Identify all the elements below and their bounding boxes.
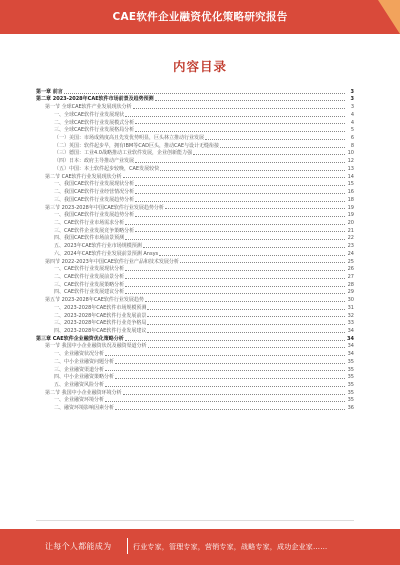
toc-entry-label: 二、CAE软件行业发展前景分析	[54, 273, 125, 280]
toc-dot-leader	[135, 216, 345, 217]
toc-entry-page: 20	[347, 219, 354, 226]
toc-dot-leader	[147, 332, 345, 333]
toc-dot-leader	[147, 324, 345, 325]
toc-entry[interactable]	[36, 102, 354, 110]
toc-entry-label: 第二章 2023-2028年CAE软件市场前景及趋势预测	[36, 96, 154, 103]
toc-entry-page: 31	[347, 304, 354, 311]
toc-entry-page: 23	[347, 243, 354, 250]
toc-entry-label: 第一节 我国中小企业融资状况及融资渠道分析	[45, 343, 147, 350]
toc-entry[interactable]	[36, 396, 354, 404]
toc-entry-label: 三、全球CAE软件行业发展格局分析	[54, 127, 135, 134]
toc-entry-page: 18	[347, 196, 354, 203]
toc-dot-leader	[220, 147, 345, 148]
toc-entry[interactable]	[36, 95, 354, 103]
toc-dot-leader	[125, 340, 345, 341]
toc-entry-label: 五、2023年CAE软件行业市场规模预测	[54, 243, 142, 250]
toc-entry[interactable]	[36, 380, 354, 388]
toc-entry-label: （四）日本：政府主导推动产业发展	[54, 158, 135, 165]
toc-entry-label: 第二节 CAE软件行业发展现状分析	[45, 173, 122, 180]
toc-entry-page: 16	[347, 189, 354, 196]
toc-dot-leader	[160, 170, 345, 171]
toc-entry[interactable]	[36, 357, 354, 365]
toc-dot-leader	[125, 286, 345, 287]
toc-entry[interactable]	[36, 257, 354, 265]
toc-entry-page: 19	[347, 204, 354, 211]
toc-entry-page: 34	[347, 335, 354, 342]
toc-entry[interactable]	[36, 218, 354, 226]
toc-entry-label: 第二节 我国中小企业融资环境分析	[45, 389, 122, 396]
toc-entry[interactable]	[36, 156, 354, 164]
toc-entry[interactable]	[36, 288, 354, 296]
toc-entry-label: （一）美国：市场成熟度高且先发优势明显，巨头林立推动行业发展	[54, 135, 205, 142]
toc-entry[interactable]	[36, 326, 354, 334]
toc-entry-page: 35	[347, 397, 354, 404]
toc-entry-page: 3	[350, 96, 354, 103]
toc-entry[interactable]	[36, 118, 354, 126]
toc-dot-leader	[123, 394, 345, 395]
toc-entry-page: 32	[347, 312, 354, 319]
toc-entry-page: 13	[347, 165, 354, 172]
toc-dot-leader	[155, 100, 345, 101]
toc-entry-page: 6	[350, 135, 354, 142]
toc-dot-leader	[145, 301, 345, 302]
toc-entry[interactable]	[36, 141, 354, 149]
toc-entry-page: 8	[350, 142, 354, 149]
toc-dot-leader	[125, 278, 345, 279]
toc-entry-page: 29	[347, 289, 354, 296]
toc-entry-label: 第一章 前言	[36, 88, 63, 95]
toc-entry-page: 15	[347, 181, 354, 188]
toc-entry-label: 一、我国CAE软件行业发展现状分析	[54, 181, 135, 188]
toc-entry-page: 33	[347, 320, 354, 327]
footer-divider	[36, 520, 354, 521]
toc-entry[interactable]	[36, 349, 354, 357]
toc-dot-leader	[193, 154, 345, 155]
toc-entry-page: 4	[350, 111, 354, 118]
toc-dot-leader	[135, 193, 345, 194]
toc-entry-page: 21	[347, 227, 354, 234]
toc-dot-leader	[135, 185, 345, 186]
toc-entry[interactable]	[36, 203, 354, 211]
toc-dot-leader	[165, 208, 345, 209]
toc-entry-label: 一、企业融资环境分析	[54, 397, 105, 404]
toc-dot-leader	[105, 370, 345, 371]
toc-entry-label: （三）德国：工业4.0战略推动工业软件发展，企业创新能力强	[54, 150, 192, 157]
toc-entry-label: 一、全球CAE软件行业发展现状	[54, 111, 125, 118]
toc-heading: 内容目录	[172, 59, 227, 74]
toc-entry-label: 二、中小企业融资问题分析	[54, 358, 115, 365]
toc-dot-leader	[115, 378, 345, 379]
toc-entry[interactable]	[36, 342, 354, 350]
toc-entry-label: 第三节 2023-2028年中国CAE软件行业发展趋势分析	[45, 204, 164, 211]
toc-entry-page: 30	[347, 297, 354, 304]
table-of-contents	[36, 87, 354, 411]
toc-entry[interactable]	[36, 234, 354, 242]
toc-entry-label: 二、CAE软件行业市场需求分析	[54, 219, 125, 226]
toc-entry-page: 10	[347, 150, 354, 157]
toc-entry-label: 三、2023-2028年CAE软件行业竞争格局	[54, 320, 147, 327]
toc-entry[interactable]	[36, 187, 354, 195]
toc-dot-leader	[125, 224, 345, 225]
toc-entry-page: 22	[347, 235, 354, 242]
toc-entry[interactable]	[36, 110, 354, 118]
toc-entry[interactable]	[36, 195, 354, 203]
toc-dot-leader	[135, 162, 345, 163]
toc-entry-label: 四、CAE软件行业发展建议分析	[54, 289, 125, 296]
toc-entry[interactable]	[36, 373, 354, 381]
toc-entry-label: 第五节 2023-2028年CAE软件行业发展趋势	[45, 297, 144, 304]
toc-entry-label: 五、企业融资风险分析	[54, 382, 105, 389]
toc-entry[interactable]	[36, 164, 354, 172]
toc-entry-page: 35	[347, 366, 354, 373]
toc-entry-page: 28	[347, 281, 354, 288]
toc-entry-page: 14	[347, 173, 354, 180]
toc-entry-page: 35	[347, 374, 354, 381]
toc-entry[interactable]	[36, 180, 354, 188]
toc-entry[interactable]	[36, 365, 354, 373]
toc-entry-page: 35	[347, 389, 354, 396]
toc-entry[interactable]	[36, 280, 354, 288]
toc-entry-label: 四、中小企业融资策略分析	[54, 374, 115, 381]
toc-dot-leader	[143, 247, 345, 248]
toc-entry-page: 3	[350, 88, 354, 95]
toc-entry-label: 二、融资环境影响因素分析	[54, 405, 115, 412]
footer-separator	[127, 538, 128, 554]
toc-entry-page: 34	[347, 343, 354, 350]
toc-entry-label: 一、企业融资状况分析	[54, 351, 105, 358]
toc-entry-label: 六、2024年CAE软件行业发展前景预测 Ansys	[54, 250, 159, 257]
toc-entry[interactable]	[36, 311, 354, 319]
toc-entry[interactable]	[36, 272, 354, 280]
toc-entry-label: （五）中国：本土软件起步较晚，CAE发展较快	[54, 165, 160, 172]
toc-entry-page: 35	[347, 358, 354, 365]
toc-dot-leader	[135, 131, 345, 132]
toc-entry-label: 第三章 CAE软件企业融资优化策略分析	[36, 335, 124, 342]
toc-entry[interactable]	[36, 241, 354, 249]
toc-entry-label: 一、我国CAE软件行业发展趋势分析	[54, 212, 135, 219]
toc-dot-leader	[105, 386, 345, 387]
toc-dot-leader	[135, 123, 345, 124]
toc-entry-page: 4	[350, 119, 354, 126]
toc-dot-leader	[135, 201, 345, 202]
toc-entry[interactable]	[36, 319, 354, 327]
toc-entry[interactable]	[36, 295, 354, 303]
toc-entry-page: 34	[347, 351, 354, 358]
toc-dot-leader	[105, 401, 345, 402]
toc-entry-label: 三、CAE软件企业发展竞争策略分析	[54, 227, 135, 234]
toc-dot-leader	[64, 93, 345, 94]
toc-entry[interactable]	[36, 211, 354, 219]
toc-entry-page: 35	[347, 382, 354, 389]
toc-entry-page: 3	[350, 104, 354, 111]
toc-entry-label: 二、全球CAE软件行业发展模式分析	[54, 119, 135, 126]
toc-entry[interactable]	[36, 87, 354, 95]
toc-entry-page: 26	[347, 266, 354, 273]
toc-dot-leader	[205, 139, 345, 140]
toc-entry-label: 一、2023-2028年CAE软件市场规模预测	[54, 304, 147, 311]
toc-entry[interactable]	[36, 172, 354, 180]
toc-dot-leader	[125, 293, 345, 294]
toc-entry[interactable]	[36, 126, 354, 134]
toc-entry-label: （二）英国：软件起步早，拥有IBM等CAD巨头，推动CAE与设计无缝衔接	[54, 142, 220, 149]
toc-dot-leader	[148, 347, 345, 348]
toc-dot-leader	[133, 108, 345, 109]
toc-dot-leader	[135, 231, 345, 232]
footer-slogan-right: 行业专家，管理专家，营销专家，战略专家，成功企业家……	[133, 543, 328, 551]
toc-dot-leader	[115, 363, 345, 364]
toc-dot-leader	[125, 116, 345, 117]
toc-entry[interactable]	[36, 265, 354, 273]
toc-entry[interactable]	[36, 133, 354, 141]
toc-entry[interactable]	[36, 149, 354, 157]
toc-dot-leader	[115, 409, 345, 410]
toc-entry-page: 5	[350, 127, 354, 134]
toc-entry-label: 第四节 2022-2023年中国CAE软件行业产品和技术发展分析	[45, 258, 179, 265]
toc-entry-label: 二、我国CAE软件行业经营情况分析	[54, 189, 135, 196]
toc-entry-label: 一、CAE软件行业发展现状分析	[54, 266, 125, 273]
toc-entry[interactable]	[36, 303, 354, 311]
toc-entry-page: 27	[347, 273, 354, 280]
toc-entry-label: 三、CAE软件行业发展策略分析	[54, 281, 125, 288]
toc-entry-label: 四、2023-2028年CAE软件行业发展建议	[54, 328, 147, 334]
toc-dot-leader	[105, 355, 345, 356]
toc-dot-leader	[125, 270, 345, 271]
toc-entry[interactable]	[36, 249, 354, 257]
toc-entry[interactable]	[36, 226, 354, 234]
report-title: CAE软件企业融资优化策略研究报告	[112, 11, 288, 23]
toc-dot-leader	[147, 309, 345, 310]
toc-entry-page: 25	[347, 258, 354, 265]
toc-dot-leader	[180, 262, 345, 263]
toc-entry-page: 12	[347, 158, 354, 165]
toc-dot-leader	[147, 316, 345, 317]
toc-entry-label: 四、我国CAE软件市场前景预测	[54, 235, 125, 242]
toc-entry[interactable]	[36, 403, 354, 411]
toc-entry-page: 19	[347, 212, 354, 219]
toc-dot-leader	[123, 177, 345, 178]
toc-entry-page: 34	[347, 328, 354, 334]
toc-entry-page: 24	[347, 250, 354, 257]
toc-entry-label: 三、我国CAE软件行业发展趋势分析	[54, 196, 135, 203]
toc-dot-leader	[125, 239, 345, 240]
toc-entry-page: 36	[347, 405, 354, 412]
toc-entry-label: 二、2023-2028年CAE软件行业发展前景	[54, 312, 147, 319]
toc-entry[interactable]	[36, 334, 354, 342]
toc-entry[interactable]	[36, 388, 354, 396]
footer-slogan-left: 让每个人都能成为	[45, 542, 112, 551]
toc-entry-label: 第一节 全球CAE软件产业发展现状分析	[45, 104, 132, 111]
toc-dot-leader	[159, 255, 345, 256]
toc-entry-label: 三、企业融资渠道分析	[54, 366, 105, 373]
